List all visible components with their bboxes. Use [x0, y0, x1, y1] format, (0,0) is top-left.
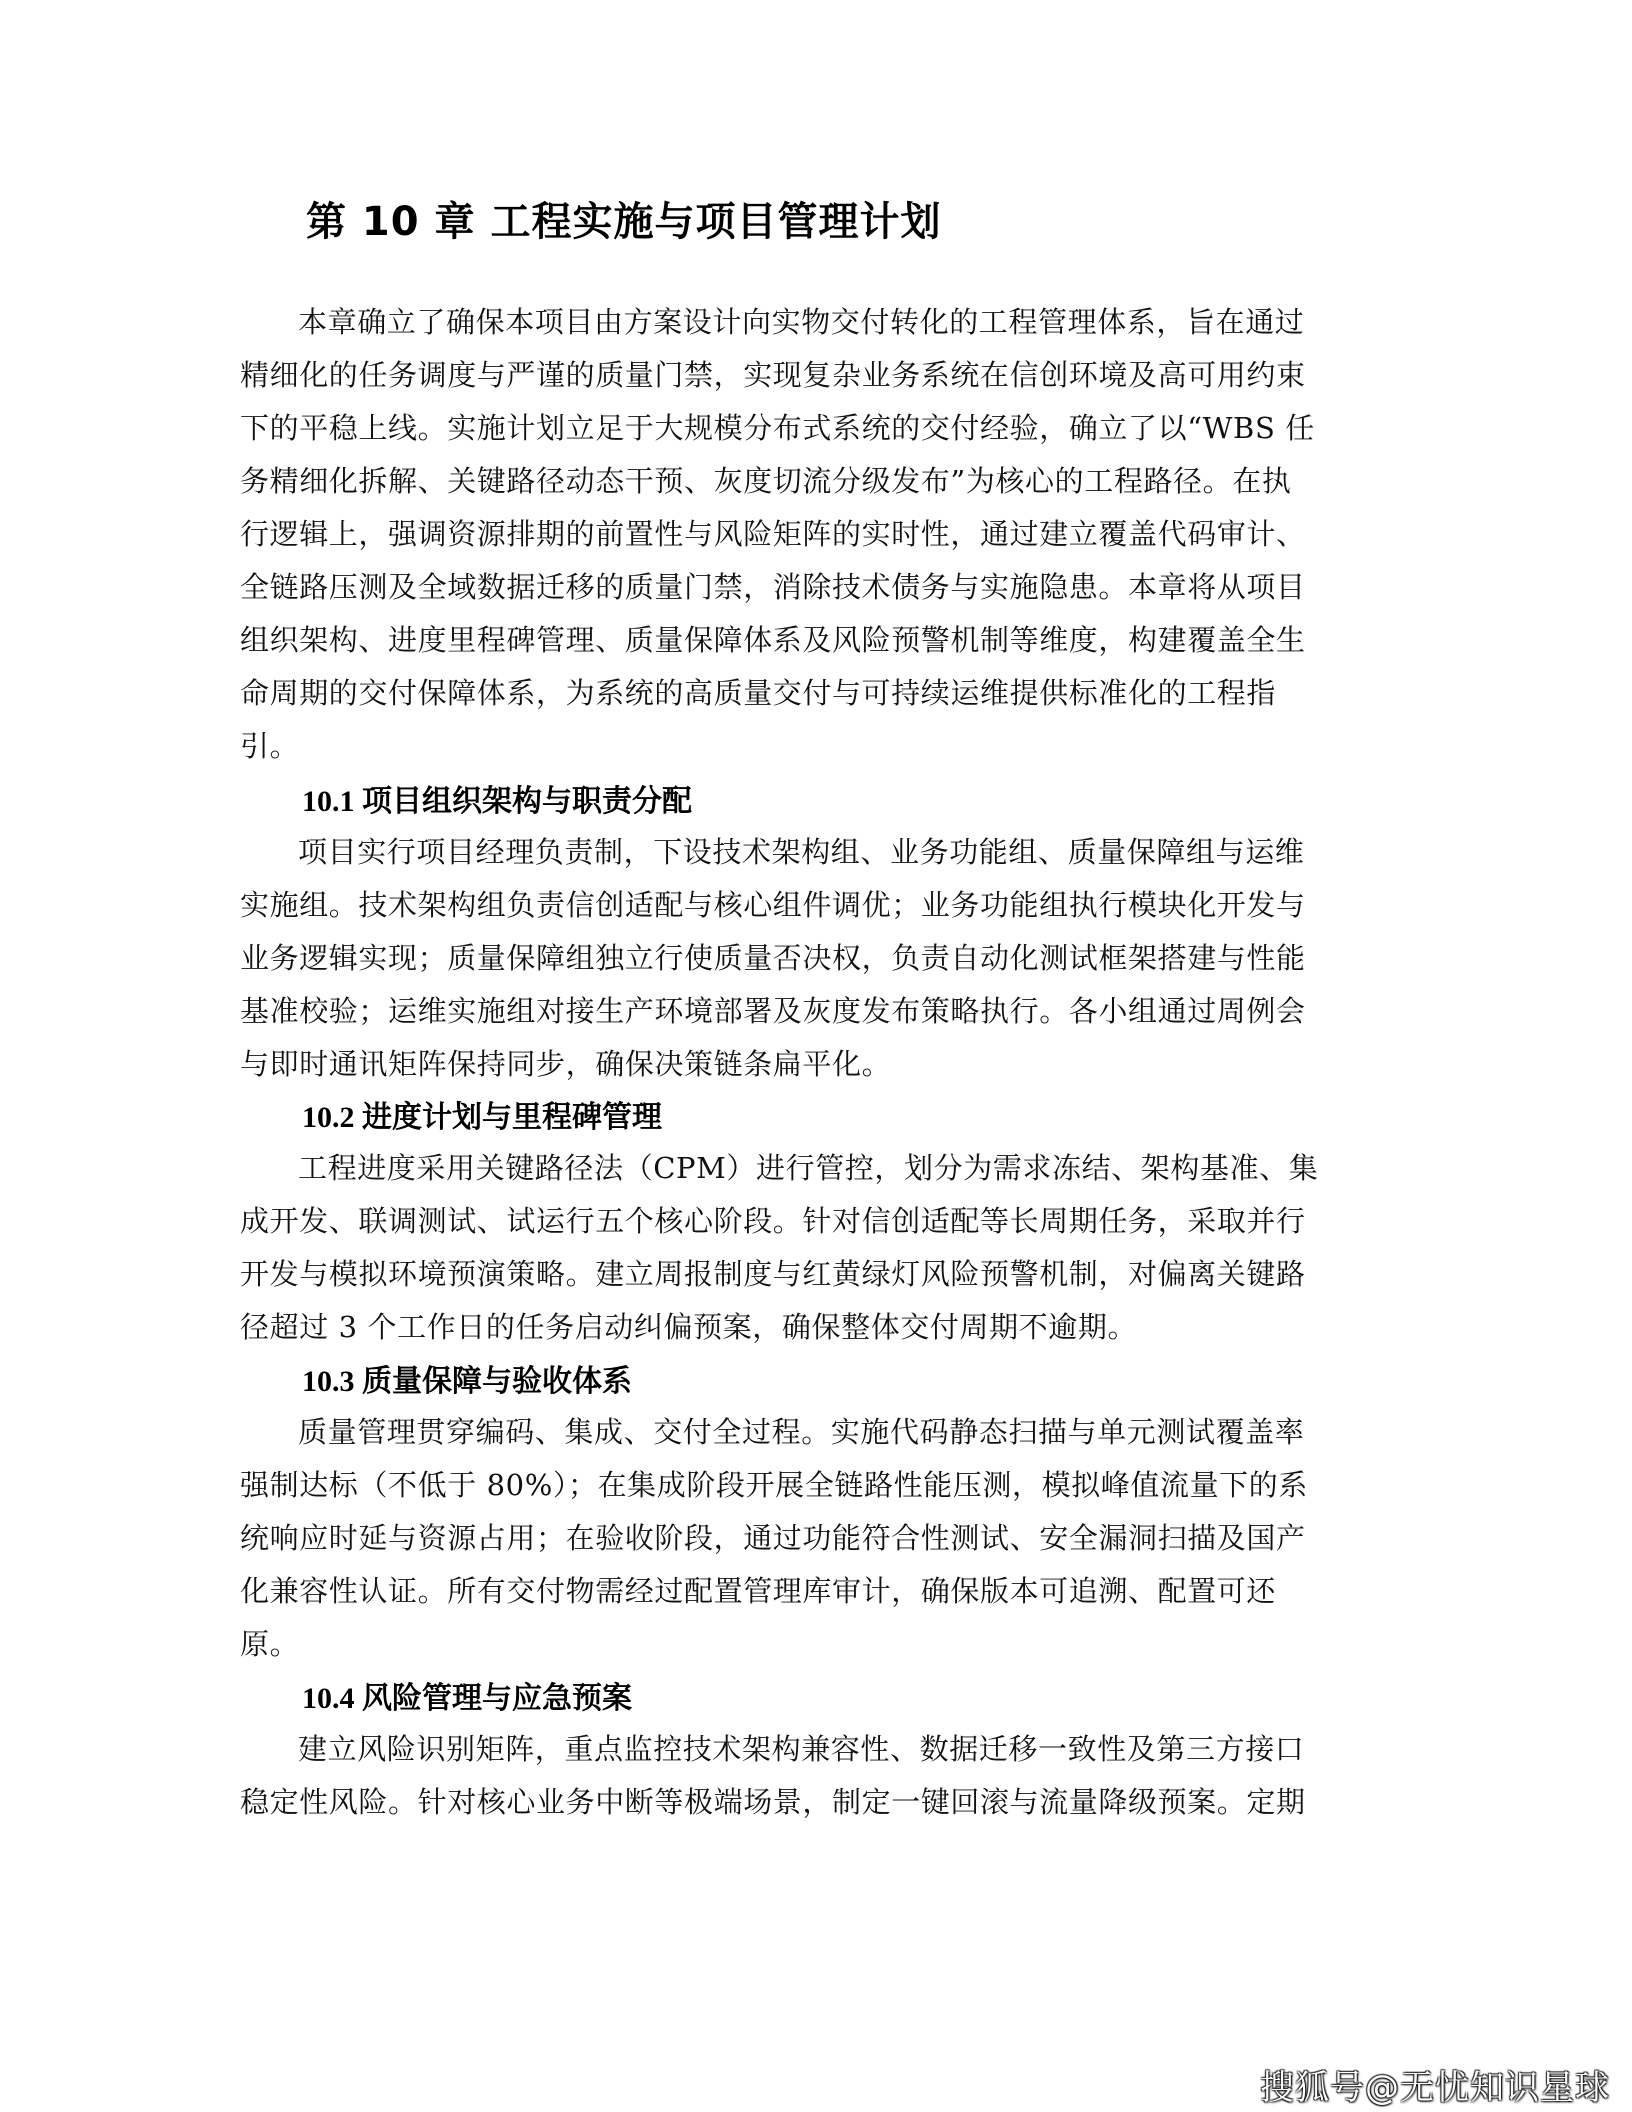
section-heading-10-4: 10.4 风险管理与应急预案	[302, 1682, 632, 1715]
paragraph-line: 强制达标（不低于 80%）；在集成阶段开展全链路性能压测，模拟峰值流量下的系	[240, 1468, 1308, 1502]
paragraph-line: 行逻辑上，强调资源排期的前置性与风险矩阵的实时性，通过建立覆盖代码审计、	[240, 517, 1306, 551]
chapter-title: 第 10 章 工程实施与项目管理计划	[306, 199, 942, 245]
paragraph-line: 务精细化拆解、关键路径动态干预、灰度切流分级发布”为核心的工程路径。在执	[240, 464, 1292, 498]
paragraph-line: 全链路压测及全域数据迁移的质量门禁，消除技术债务与实施隐患。本章将从项目	[240, 570, 1306, 604]
paragraph-line: 工程进度采用关键路径法（CPM）进行管控，划分为需求冻结、架构基准、集	[298, 1151, 1319, 1185]
paragraph-line: 基准校验；运维实施组对接生产环境部署及灰度发布策略执行。各小组通过周例会	[240, 994, 1306, 1028]
paragraph-line: 统响应时延与资源占用；在验收阶段，通过功能符合性测试、安全漏洞扫描及国产	[240, 1521, 1306, 1555]
intro-paragraph	[240, 296, 1390, 773]
paragraph-line: 引。	[240, 729, 300, 763]
paragraph-line: 精细化的任务调度与严谨的质量门禁，实现复杂业务系统在信创环境及高可用约束	[240, 358, 1306, 392]
paragraph-line: 实施组。技术架构组负责信创适配与核心组件调优；业务功能组执行模块化开发与	[240, 888, 1306, 922]
paragraph-line: 化兼容性认证。所有交付物需经过配置管理库审计，确保版本可追溯、配置可还	[240, 1574, 1277, 1608]
paragraph-line: 项目实行项目经理负责制，下设技术架构组、业务功能组、质量保障组与运维	[298, 835, 1305, 869]
section-10-1-paragraph	[240, 826, 1390, 1091]
paragraph-line: 与即时通讯矩阵保持同步，确保决策链条扁平化。	[240, 1047, 892, 1081]
section-10-3-paragraph	[240, 1406, 1390, 1671]
section-10-4-paragraph	[240, 1723, 1390, 1829]
paragraph-line: 建立风险识别矩阵，重点监控技术架构兼容性、数据迁移一致性及第三方接口	[298, 1732, 1305, 1766]
section-heading-10-2: 10.2 进度计划与里程碑管理	[302, 1101, 662, 1134]
paragraph-line: 下的平稳上线。实施计划立足于大规模分布式系统的交付经验，确立了以“WBS 任	[240, 411, 1315, 445]
section-heading-10-1: 10.1 项目组织架构与职责分配	[302, 785, 692, 818]
paragraph-line: 组织架构、进度里程碑管理、质量保障体系及风险预警机制等维度，构建覆盖全生	[240, 623, 1306, 657]
paragraph-line: 原。	[240, 1627, 300, 1661]
paragraph-line: 命周期的交付保障体系，为系统的高质量交付与可持续运维提供标准化的工程指	[240, 676, 1277, 710]
section-10-2-paragraph	[240, 1142, 1390, 1354]
paragraph-line: 稳定性风险。针对核心业务中断等极端场景，制定一键回滚与流量降级预案。定期	[240, 1785, 1306, 1819]
paragraph-line: 成开发、联调测试、试运行五个核心阶段。针对信创适配等长周期任务，采取并行	[240, 1204, 1306, 1238]
paragraph-line: 业务逻辑实现；质量保障组独立行使质量否决权，负责自动化测试框架搭建与性能	[240, 941, 1306, 975]
paragraph-line: 质量管理贯穿编码、集成、交付全过程。实施代码静态扫描与单元测试覆盖率	[298, 1415, 1305, 1449]
section-heading-10-3: 10.3 质量保障与验收体系	[302, 1365, 632, 1398]
paragraph-line: 本章确立了确保本项目由方案设计向实物交付转化的工程管理体系，旨在通过	[298, 305, 1305, 339]
paragraph-line: 径超过 3 个工作日的任务启动纠偏预案，确保整体交付周期不逾期。	[240, 1310, 1138, 1344]
watermark: 搜狐号@无忧知识星球	[1260, 2068, 1610, 2108]
paragraph-line: 开发与模拟环境预演策略。建立周报制度与红黄绿灯风险预警机制，对偏离关键路	[240, 1257, 1306, 1291]
